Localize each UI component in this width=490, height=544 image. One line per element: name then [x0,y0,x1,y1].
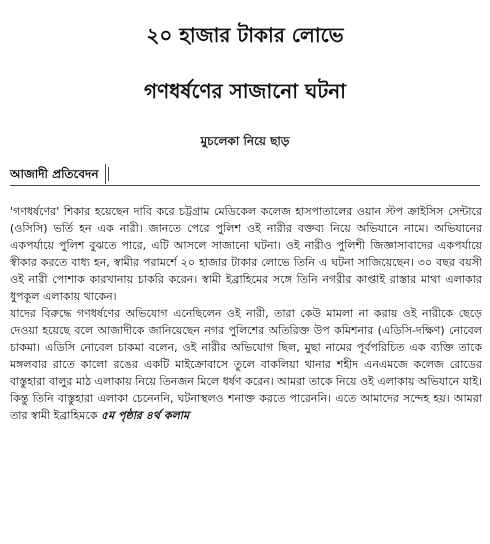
continuation-reference: ৫ম পৃষ্ঠার ৪র্থ কলাম [101,409,190,422]
byline: আজাদী প্রতিবেদন [10,164,106,184]
subheadline: মুচলেকা নিয়ে ছাড় [200,134,290,148]
byline-divider [108,167,112,181]
byline-bar [10,163,480,186]
headline-line-2: গণধর্ষণের সাজানো ঘটনা [144,79,346,103]
article-paragraph-2 [10,305,482,424]
article-paragraph-1: 'গণধর্ষণের' শিকার হয়েছেন দাবি করে চট্টগ্রাম মেডিকেল কলেজ হাসপাতালের ওয়ান স্টপ ক্রাইসিস সেন্টারে (ওসিসি) ভর্তি হন এক নারী। জানতে পেরে পুলিশ ওই নারীর বক্তব্য নিয়ে অভিযানে নামে। অভিযানের একপর্যায়ে পুলিশ বুঝতে পারে, এটি আসলে সাজানো ঘটনা। ওই নারীও পুলিশী জিজ্ঞাসাবাদের একপর্যায়ে স্বীকার করতে বাধ্য হন, স্বামীর পরামর্শে ২০ হাজার টাকার লোভে তিনি এ ঘটনা সাজিয়েছেন। ৩০ বছর বয়সী ওই নারী পোশাক কারখানায় চাকরি করেন। স্বামী ইব্রাহিমের সঙ্গে তিনি নগরীর কাপ্তাই রাস্তার মাথা এলাকার ধুপকূল এলাকায় থাকেন। [10,205,482,303]
article-paragraph-2-text: যাদের বিরুদ্ধে গণধর্ষণের অভিযোগ এনেছিলেন ওই নারী, তারা কেউ মামলা না করায় ওই নারীকে ছেড়ে দেওয়া হয়েছে বলে আজাদীকে জানিয়েছেন নগর পুলিশের অতিরিক্ত উপ কমিশনার (এডিসি-দক্ষিণ) নোবেল চাকমা। এডিসি নোবেল চাকমা বলেন, ওই নারীর অভিযোগ ছিল, মুছা নামের পূর্বপরিচিত এক ব্যক্তি তাকে মঙ্গলবার রাতে কালো রঙের একটি মাইক্রোবাসে তুলে বাকলিয়া থানার শহীদ এনএমজে কলেজ রোডের বাস্তুহারা বালুর মাঠ এলাকায় নিয়ে তিনজন মিলে ধর্ষণ করেন। আমরা তাকে নিয়ে ওই এলাকায় অভিযানে যাই। কিন্তু তিনি বাস্তুহারা এলাকা চেনেননি, ঘটনাস্থলও শনাক্ত করতে পারেননি। এতে আমাদের সন্দেহ হয়। আমরা তার স্বামী ইব্রাহিমকে [10,307,482,422]
headline-line-1: ২০ হাজার টাকার লোভে [146,23,344,47]
article-body [10,203,482,424]
